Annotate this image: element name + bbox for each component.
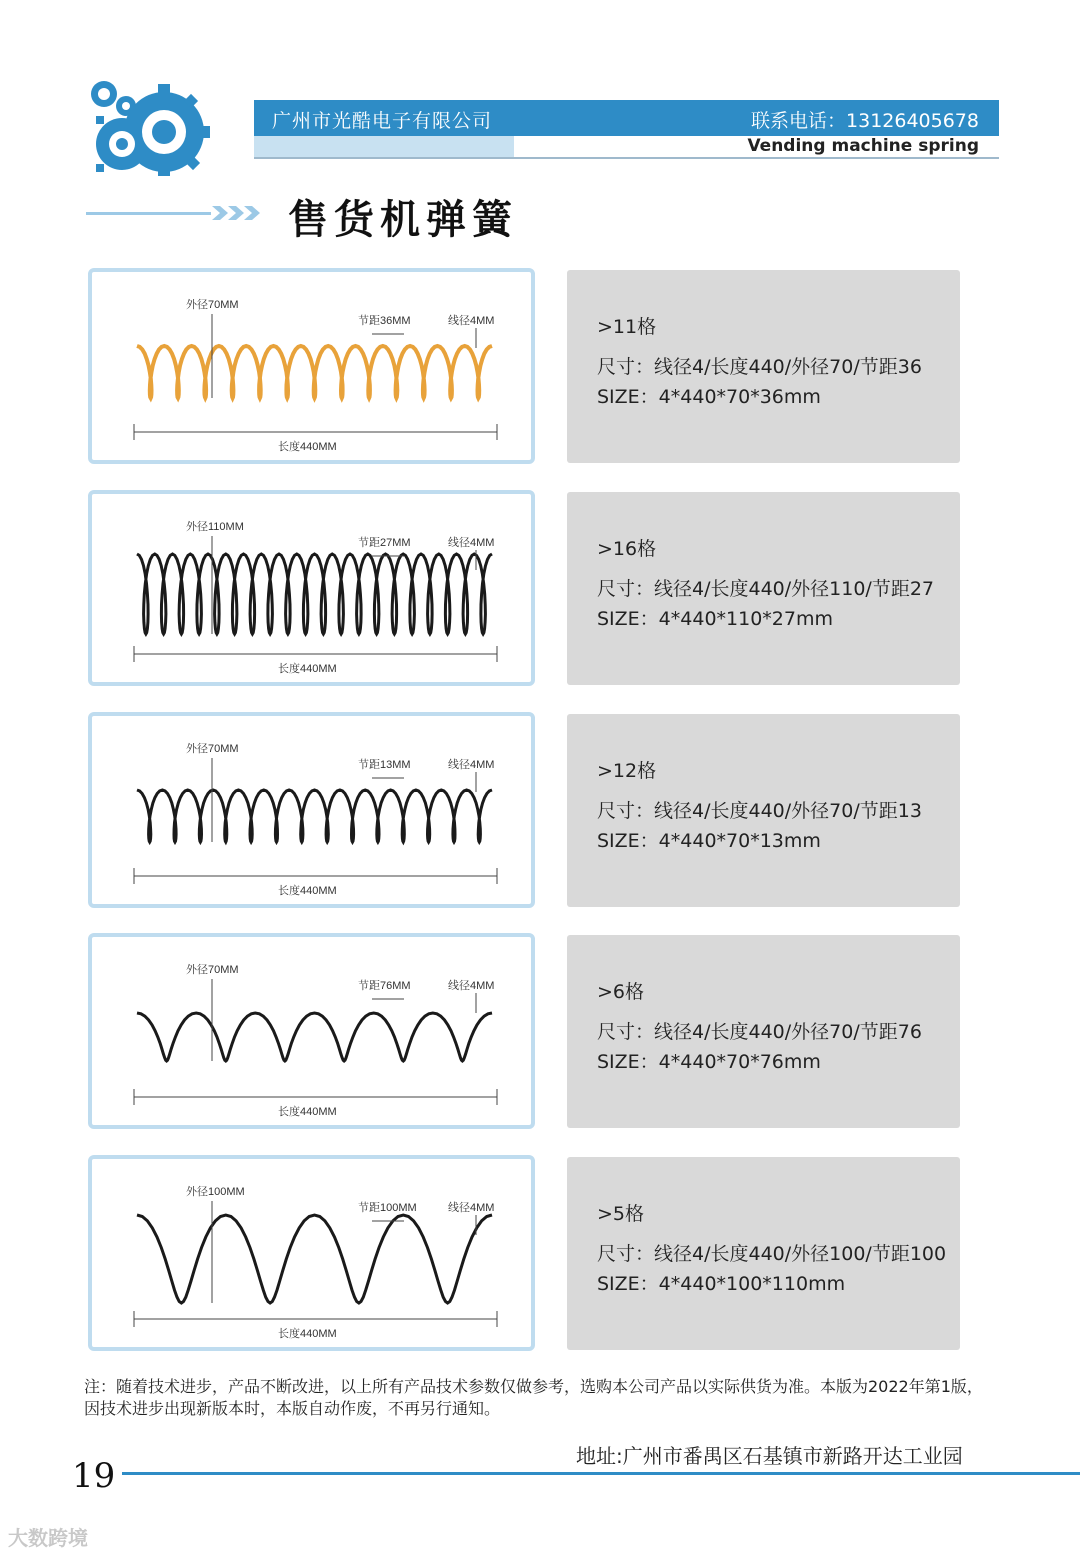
- spec-card: [567, 492, 960, 685]
- grid-count: >16格: [597, 538, 657, 560]
- length-label: 长度440MM: [278, 663, 337, 675]
- outer-diameter-label: 外径100MM: [186, 1186, 245, 1198]
- size-spec: 尺寸：线径4/长度440/外径100/节距100: [597, 1243, 947, 1265]
- spring-drawing: [92, 937, 532, 1127]
- pitch-label: 节距76MM: [358, 980, 411, 992]
- company-name: 广州市光酷电子有限公司: [272, 110, 493, 132]
- english-title: Vending machine spring: [747, 136, 979, 156]
- pitch-label: 节距13MM: [358, 759, 411, 771]
- spring-coil: [137, 346, 492, 398]
- size-code: SIZE：4*440*70*13mm: [597, 830, 821, 852]
- watermark: 大数跨境: [8, 1526, 88, 1550]
- size-code: SIZE：4*440*70*36mm: [597, 386, 821, 408]
- size-spec: 尺寸：线径4/长度440/外径70/节距76: [597, 1021, 922, 1043]
- spring-drawing: [92, 272, 532, 462]
- outer-diameter-label: 外径70MM: [186, 743, 239, 755]
- spring-coil: [137, 1215, 492, 1303]
- spec-card: [567, 270, 960, 463]
- footer-divider: [122, 1472, 1080, 1475]
- address: 地址:广州市番禺区石基镇市新路开达工业园: [576, 1444, 963, 1468]
- disclaimer-note: 注：随着技术进步，产品不断改进，以上所有产品技术参数仅做参考，选购本公司产品以实际供货为准。本版为2022年第1版，因技术进步出现新版本时，本版自动作废，不再另行通知。: [84, 1377, 983, 1418]
- size-code: SIZE：4*440*100*110mm: [597, 1273, 846, 1295]
- spring-drawing: [92, 716, 532, 906]
- pitch-label: 节距100MM: [358, 1202, 417, 1214]
- wire-diameter-label: 线径4MM: [448, 315, 495, 327]
- outer-diameter-label: 外径70MM: [186, 299, 239, 311]
- size-spec: 尺寸：线径4/长度440/外径70/节距13: [597, 800, 922, 822]
- pitch-label: 节距27MM: [358, 537, 411, 549]
- wire-diameter-label: 线径4MM: [448, 537, 495, 549]
- pitch-label: 节距36MM: [358, 315, 411, 327]
- spec-card: [567, 1157, 960, 1350]
- chevron-right-icon: [212, 203, 262, 223]
- wire-diameter-label: 线径4MM: [448, 980, 495, 992]
- title-accent-line: [86, 212, 211, 215]
- spring-coil: [137, 1013, 492, 1061]
- gear-logo-icon: [84, 72, 214, 177]
- size-code: SIZE：4*440*70*76mm: [597, 1051, 821, 1073]
- size-code: SIZE：4*440*110*27mm: [597, 608, 833, 630]
- size-spec: 尺寸：线径4/长度440/外径70/节距36: [597, 356, 922, 378]
- spring-coil: [137, 554, 492, 634]
- grid-count: >12格: [597, 760, 657, 782]
- header-sub-band: [254, 136, 514, 158]
- grid-count: >5格: [597, 1203, 645, 1225]
- size-spec: 尺寸：线径4/长度440/外径110/节距27: [597, 578, 935, 600]
- spring-drawing: [92, 1159, 532, 1349]
- outer-diameter-label: 外径70MM: [186, 964, 239, 976]
- grid-count: >11格: [597, 316, 657, 338]
- wire-diameter-label: 线径4MM: [448, 759, 495, 771]
- page-number: 19: [72, 1456, 116, 1496]
- wire-diameter-label: 线径4MM: [448, 1202, 495, 1214]
- contact-phone: 联系电话：13126405678: [751, 110, 979, 132]
- spec-card: [567, 935, 960, 1128]
- outer-diameter-label: 外径110MM: [186, 521, 244, 533]
- length-label: 长度440MM: [278, 1106, 337, 1118]
- spring-diagram: [88, 490, 535, 686]
- header-divider: [254, 157, 999, 159]
- spring-drawing: [92, 494, 532, 684]
- spring-diagram: [88, 933, 535, 1129]
- length-label: 长度440MM: [278, 1328, 337, 1340]
- spring-diagram: [88, 1155, 535, 1351]
- spring-diagram: [88, 268, 535, 464]
- spring-coil: [137, 790, 492, 842]
- grid-count: >6格: [597, 981, 645, 1003]
- length-label: 长度440MM: [278, 885, 337, 897]
- length-label: 长度440MM: [278, 441, 337, 453]
- page-title: 售货机弹簧: [288, 196, 518, 243]
- spring-diagram: [88, 712, 535, 908]
- spec-card: [567, 714, 960, 907]
